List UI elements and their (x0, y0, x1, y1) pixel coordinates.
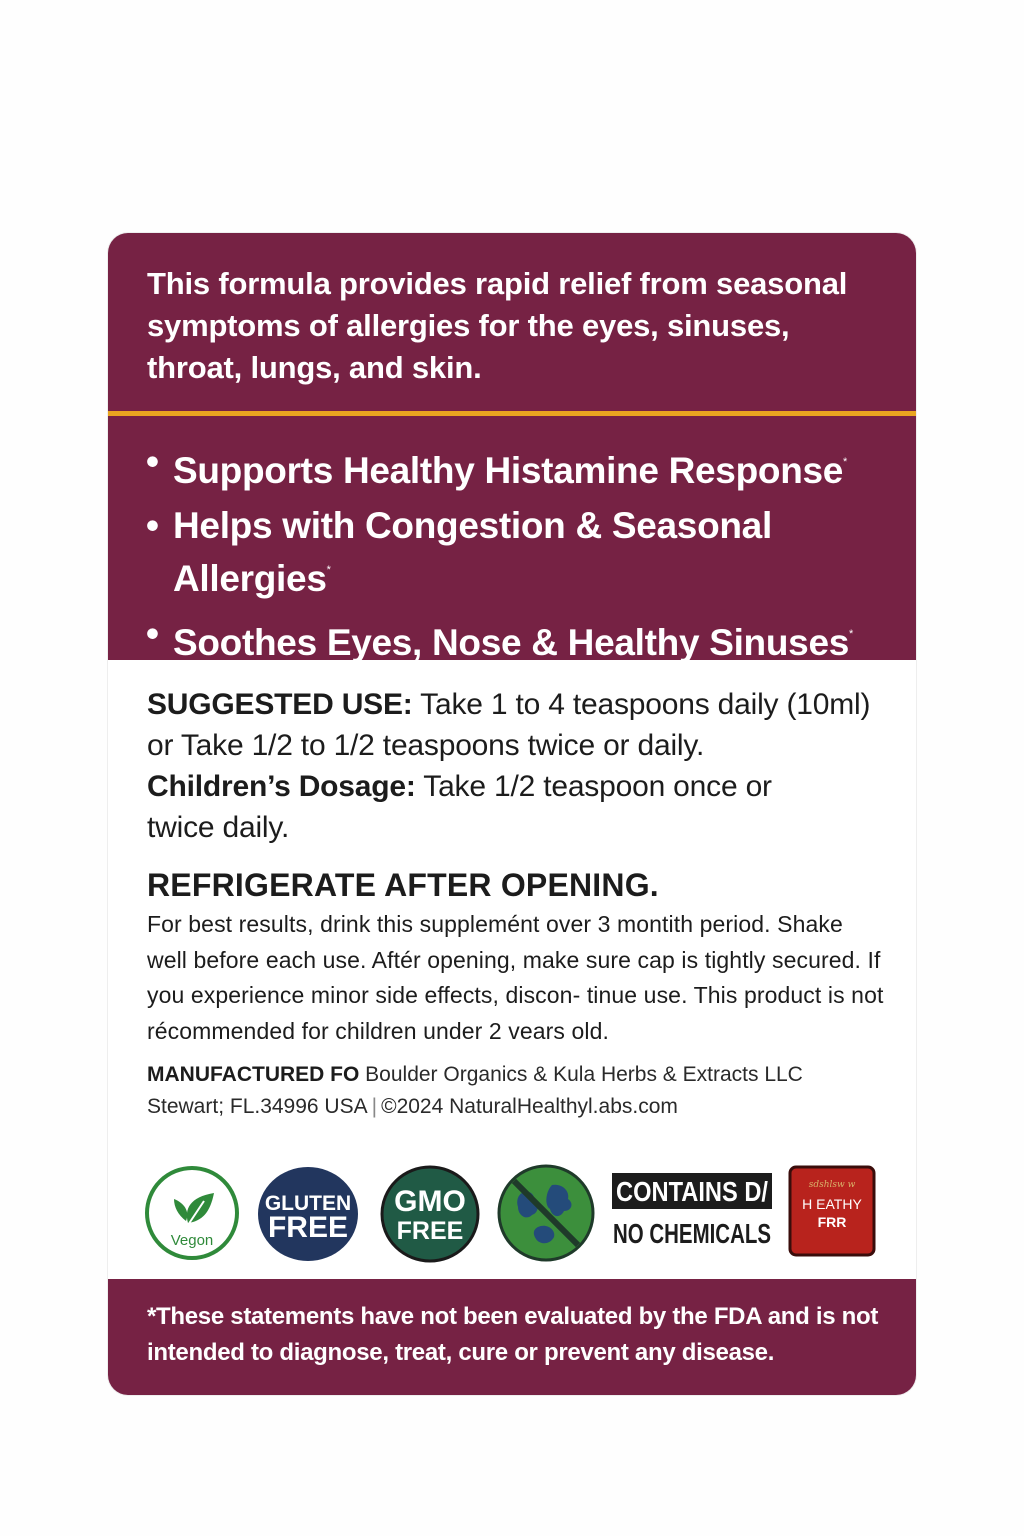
vegan-label: Vegon (170, 1232, 214, 1249)
gluten-free-icon (256, 1165, 360, 1263)
bullet: • (146, 441, 159, 482)
benefits-panel (108, 416, 916, 663)
earth-prohibited-icon (496, 1163, 596, 1263)
children-dosage-heading: Children’s Dosage: (147, 770, 416, 803)
certification-badges (108, 1163, 916, 1263)
children-dosage-text: Take 1/2 teaspoon once or twice daily. (147, 770, 772, 844)
separator: | (371, 1095, 378, 1118)
asterisk: * (849, 628, 853, 640)
usage-note: For best results, drink this supplemént over 3 montith period. Shake well before each use. Aftér opening, make sure cap is tightly secured. If you experience minor side effects, discon- tinue use. This product is not récommended for children under 2 vears old. (147, 911, 884, 1044)
benefit-text: Helps with Congestion & Seasonal Allergies* (173, 505, 772, 599)
bullet: • (146, 505, 159, 546)
healthy-label-2: FRR (817, 1214, 847, 1230)
bullet: • (146, 613, 159, 654)
intro-text: This formula provides rapid relief from seasonal symptoms of allergies for the eyes, sinuses, throat, lungs, and skin. (147, 266, 848, 385)
benefit-item (146, 612, 896, 665)
gmo-label-2: FREE (396, 1217, 464, 1245)
fda-disclaimer-panel (108, 1279, 916, 1395)
intro-panel (108, 233, 916, 411)
manufacturer-info (147, 1059, 886, 1123)
asterisk: * (843, 456, 848, 468)
directions-section (108, 660, 916, 1123)
vegan-leaf-icon (144, 1165, 240, 1261)
suggested-use-block (147, 684, 886, 848)
suggested-use-heading: SUGGESTED USE: (147, 688, 413, 721)
gmo-label-1: GMO (394, 1185, 466, 1218)
manufacturer-heading: MANUFACTURED FO (147, 1063, 360, 1086)
manufacturer-address: Stewart; FL.34996 USA (147, 1095, 368, 1118)
benefit-item (146, 440, 896, 493)
copyright: ©2024 NaturalHealthyl.abs.com (381, 1095, 678, 1118)
no-chemicals-icon (610, 1171, 776, 1251)
suggested-use (147, 684, 886, 766)
manufacturer-company: Boulder Organics & Kula Herbs & Extracts LLC (359, 1063, 803, 1086)
suggested-use-text: Take 1 to 4 teaspoons daily (10ml) or Take 1/2 to 1/2 teaspoons twice or daily. (147, 688, 871, 762)
healthy-script: sdshlsw w (808, 1180, 856, 1190)
refrigerate-heading: REFRIGERATE AFTER OPENING. (147, 867, 659, 903)
benefit-text: Soothes Eyes, Nose & Healthy Sinuses* (173, 622, 853, 663)
benefit-text: Supports Healthy Histamine Response* (173, 450, 848, 491)
healthy-stamp-icon (788, 1165, 876, 1257)
healthy-label-1: H EATHY (802, 1196, 862, 1212)
fda-disclaimer: *These statements have not been evaluated by the FDA and is not intended to diagnose, treat, cure or prevent any disease. (147, 1303, 879, 1366)
gluten-label-2: FREE (267, 1211, 349, 1244)
contains-label: CONTAINS D/ (616, 1176, 769, 1207)
gmo-free-icon (380, 1165, 480, 1263)
children-dosage (147, 766, 886, 848)
product-label (108, 233, 916, 1395)
benefit-item (146, 504, 896, 601)
no-chemicals-label: NO CHEMICALS (613, 1218, 771, 1249)
gluten-label-1: GLUTEN (264, 1192, 352, 1215)
asterisk: * (326, 564, 331, 576)
